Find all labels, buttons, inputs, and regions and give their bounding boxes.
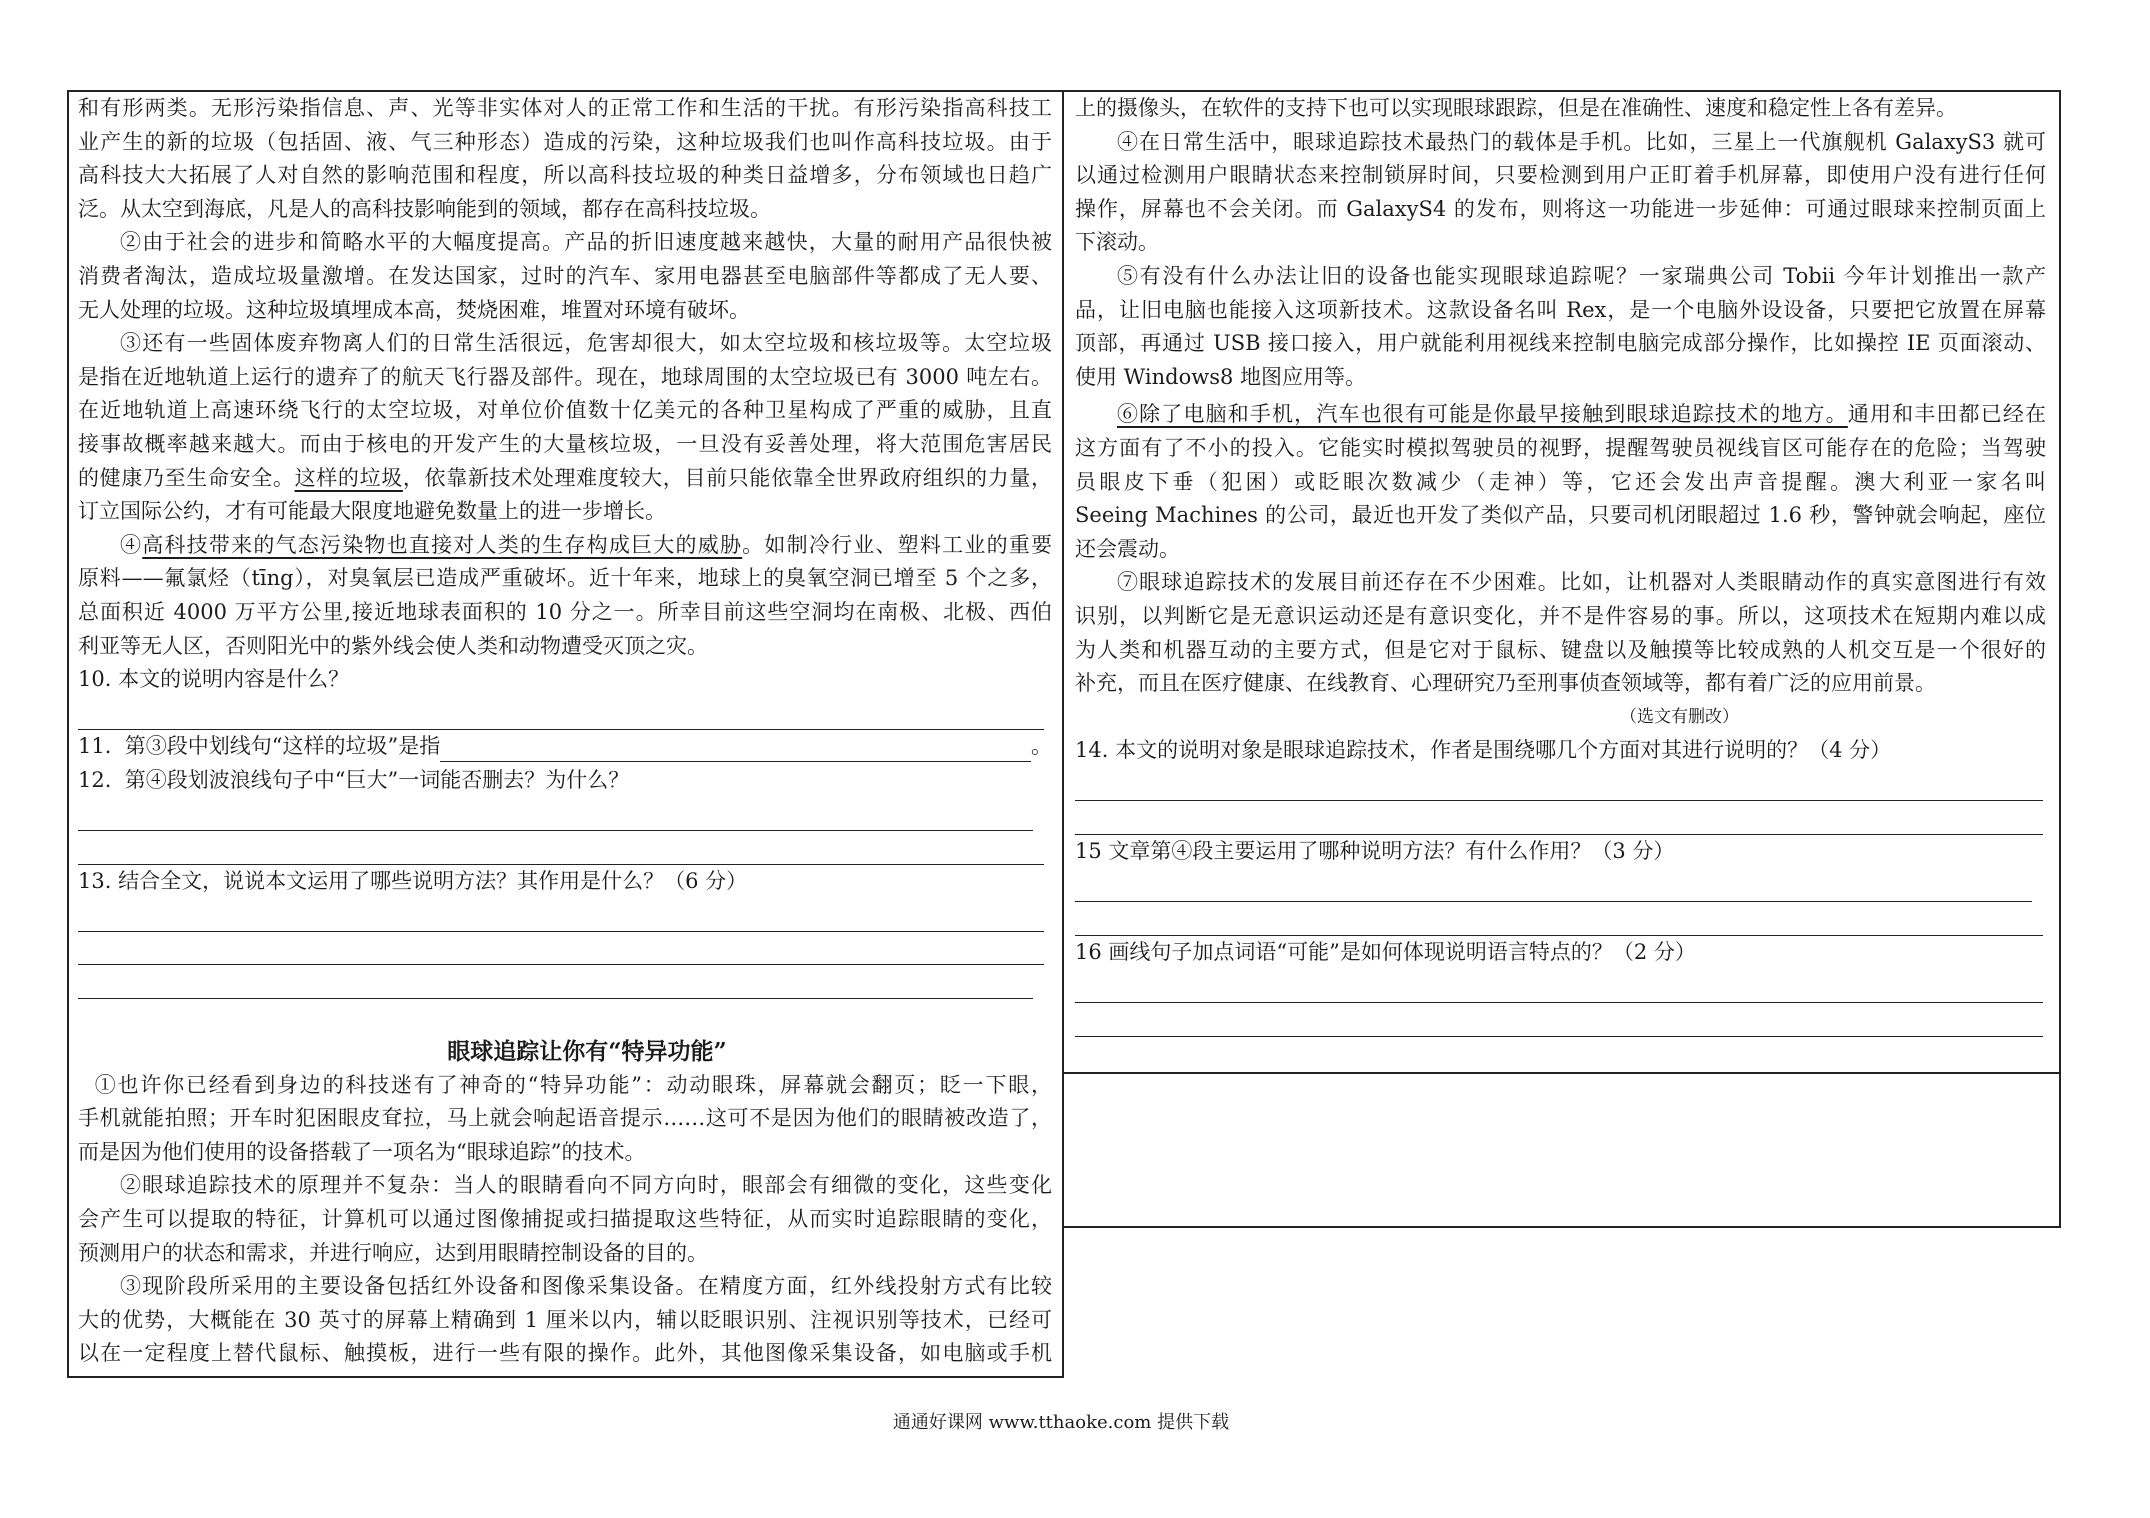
text-line: ②眼球追踪技术的原理并不复杂：当人的眼睛看向不同方向时，眼部会有细微的变化，这些变化 xyxy=(120,1173,1052,1198)
footer-credit: 通通好课网 www.tthaoke.com 提供下载 xyxy=(892,1412,1230,1433)
text-line: 和有形两类。无形污染指信息、声、光等非实体对人的正常工作和生活的干扰。有形污染指高科技工 xyxy=(78,96,1052,120)
text-line: 无人处理的垃圾。这种垃圾填埋成本高，焚烧困难，堆置对环境有破坏。 xyxy=(78,297,750,322)
text-line: Seeing Machines 的公司，最近也开发了类似产品，只要司机闭眼超过 1.6 秒，警钟就会响起，座位 xyxy=(1075,503,2046,528)
text-line: 业产生的新的垃圾（包括固、液、气三种形态）造成的污染，这种垃圾我们也叫作高科技垃圾。由于 xyxy=(78,129,1052,154)
text-line: ④在日常生活中，眼球追踪技术最热门的载体是手机。比如，三星上一代旗舰机 GalaxyS3 就可 xyxy=(1117,129,2046,154)
text-line: 使用 Windows8 地图应用等。 xyxy=(1075,364,1367,389)
text-line: 识别，以判断它是无意识运动还是有意识变化，并不是件容易的事。所以，这项技术在短期内难以成 xyxy=(1075,603,2046,628)
answer-line xyxy=(1075,869,2032,903)
text-line: 是指在近地轨道上运行的遗弃了的航天飞行器及部件。现在，地球周围的太空垃圾已有 3000 吨左右。 xyxy=(78,364,1052,389)
text-line: 利亚等无人区，否则阳光中的紫外线会使人类和动物遭受灭顶之灾。 xyxy=(78,633,708,658)
question-11-text: 11. 第③段中划线句“这样的垃圾”是指 xyxy=(78,734,441,759)
text-line: 下滚动。 xyxy=(1075,230,1159,255)
question-16: 16 画线句子加点词语“可能”是如何体现说明语言特点的？（2 分） xyxy=(1075,939,1696,964)
spacer xyxy=(78,999,1052,1035)
text-line: 消费者淘汰，造成垃圾量激增。在发达国家，过时的汽车、家用电器甚至电脑部件等都成了无人要、 xyxy=(78,263,1052,288)
answer-line xyxy=(1075,768,2043,802)
answer-line xyxy=(1075,902,2043,936)
answer-line xyxy=(78,965,1033,999)
text-segment: ，依靠新技术处理难度较大，目前只能依靠全世界政府组织的力量， xyxy=(402,465,1053,490)
text-line: 这方面有了不小的投入。它能实时模拟驾驶员的视野，提醒驾驶员视线盲区可能存在的危险；当驾驶 xyxy=(1075,435,2046,460)
text-line: 而是因为他们使用的设备搭载了一项名为“眼球追踪”的技术。 xyxy=(78,1139,646,1164)
article-title: 眼球追踪让你有“特异功能” xyxy=(447,1038,727,1066)
right-column xyxy=(1062,90,2061,1228)
text-line: 品，让旧电脑也能接入这项新技术。这款设备名叫 Rex，是一个电脑外设设备，只要把它放置在屏幕 xyxy=(1075,297,2046,322)
question-13: 13. 结合全文，说说本文运用了哪些说明方法？其作用是什么？（6 分） xyxy=(78,868,748,893)
question-11-end: 。 xyxy=(1031,734,1052,759)
text-line: ②由于社会的进步和简略水平的大幅度提高。产品的折旧速度越来越快，大量的耐用产品很快被 xyxy=(120,230,1052,255)
right-column-content xyxy=(1075,92,2046,1037)
text-line: ③现阶段所采用的主要设备包括红外设备和图像采集设备。在精度方面，红外线投射方式有比较 xyxy=(120,1274,1052,1299)
text-line: 接事故概率越来越大。而由于核电的开发产生的大量核垃圾，一旦没有妥善处理，将大范围危害居民 xyxy=(78,431,1052,456)
answer-line xyxy=(1075,801,2043,835)
answer-blank xyxy=(440,730,1031,762)
text-segment: 通用和丰田都已经在 xyxy=(1847,402,2046,427)
text-line: 预测用户的状态和需求，并进行响应，达到用眼睛控制设备的目的。 xyxy=(78,1240,708,1265)
text-line: 在近地轨道上高速环绕飞行的太空垃圾，对单位价值数十亿美元的各种卫星构成了严重的威胁，且直 xyxy=(78,398,1052,423)
text-line: 总面积近 4000 万平方公里,接近地球表面积的 10 分之一。所幸目前这些空洞均在南极、北极、西伯 xyxy=(78,599,1052,624)
text-line: 还会震动。 xyxy=(1075,536,1180,561)
text-line: ①也许你已经看到身边的科技迷有了神奇的“特异功能”：动动眼珠，屏幕就会翻页；眨一下眼， xyxy=(94,1072,1052,1097)
text-line-with-underline xyxy=(1075,398,2046,432)
text-line: 泛。从太空到海底，凡是人的高科技影响能到的领域，都存在高科技垃圾。 xyxy=(78,196,771,221)
text-line: ⑤有没有什么办法让旧的设备也能实现眼球追踪呢？一家瑞典公司 Tobii 今年计划推出一款产 xyxy=(1117,263,2046,288)
text-line: 原料——氟氯烃（tīng），对臭氧层已造成严重破坏。近十年来，地球上的臭氧空洞已增至 5 个之多， xyxy=(78,566,1052,591)
left-column xyxy=(67,90,1064,1378)
text-segment: 的健康乃至生命安全。 xyxy=(78,465,295,490)
text-line: 为人类和机器互动的主要方式，但是它对于鼠标、键盘以及触摸等比较成熟的人机交互是一个很好的 xyxy=(1075,637,2046,662)
answer-line xyxy=(78,697,1044,731)
question-14: 14. 本文的说明对象是眼球追踪技术，作者是围绕哪几个方面对其进行说明的？（4 分） xyxy=(1075,738,1892,763)
answer-line xyxy=(1075,1003,2043,1037)
text-line: 操作，屏幕也不会关闭。而 GalaxyS4 的发布，则将这一功能进一步延伸：可通过眼球来控制页面上 xyxy=(1075,196,2046,221)
question-15: 15 文章第④段主要运用了哪种说明方法？有什么作用？（3 分） xyxy=(1075,839,1675,864)
question-10: 10. 本文的说明内容是什么？ xyxy=(78,667,350,692)
question-11 xyxy=(78,730,1052,764)
left-column-content xyxy=(78,92,1052,1371)
text-line: 上的摄像头，在软件的支持下也可以实现眼球跟踪，但是在准确性、速度和稳定性上各有差异。 xyxy=(1075,96,1957,120)
text-line: 员眼皮下垂（犯困）或眨眼次数减少（走神）等，它还会发出声音提醒。澳大利亚一家名叫 xyxy=(1075,469,2046,494)
right-column-separator xyxy=(1064,1072,2059,1074)
text-line: 以通过检测用户眼睛状态来控制锁屏时间，只要检测到用户正盯着手机屏幕，即使用户没有进行任何 xyxy=(1075,163,2046,188)
answer-line xyxy=(78,831,1044,865)
answer-line xyxy=(78,797,1033,831)
answer-line xyxy=(78,898,1044,932)
text-line: ⑦眼球追踪技术的发展目前还存在不少困难。比如，让机器对人类眼睛动作的真实意图进行有效 xyxy=(1117,570,2046,595)
text-line: 手机就能拍照；开车时犯困眼皮耷拉，马上就会响起语音提示……这可不是因为他们的眼睛被改造了， xyxy=(78,1106,1052,1131)
source-note: （选文有删改） xyxy=(1620,706,1739,727)
question-12: 12. 第④段划波浪线句子中“巨大”一词能否删去？为什么？ xyxy=(78,767,630,792)
underlined-phrase: 这样的垃圾 xyxy=(294,465,403,490)
text-segment: 。如制冷行业、塑料工业的重要 xyxy=(742,532,1053,557)
text-line: 会产生可以提取的特征，计算机可以通过图像捕捉或扫描提取这些特征，从而实时追踪眼睛的变化， xyxy=(78,1207,1052,1231)
underlined-sentence: ⑥除了电脑和手机，汽车也很有可能是你最早接触到眼球追踪技术的地方。 xyxy=(1117,402,1848,427)
text-line: 订立国际公约，才有可能最大限度地避免数量上的进一步增长。 xyxy=(78,499,666,524)
text-line: 顶部，再通过 USB 接口接入，用户就能利用视线来控制电脑完成部分操作，比如操控 IE 页面滚动、 xyxy=(1075,331,2046,356)
text-line: 补充，而且在医疗健康、在线教育、心理研究乃至刑事侦查领域等，都有着广泛的应用前景。 xyxy=(1075,671,1936,696)
text-line: 大的优势，大概能在 30 英寸的屏幕上精确到 1 厘米以内，辅以眨眼识别、注视识别等技术，已经可 xyxy=(78,1307,1052,1332)
underlined-sentence: 高科技带来的气态污染物也直接对人类的生存构成巨大的威胁 xyxy=(142,532,743,557)
answer-line xyxy=(78,932,1044,966)
text-line: 高科技大大拓展了人对自然的影响范围和程度，所以高科技垃圾的种类日益增多，分布领域也日趋广 xyxy=(78,163,1052,188)
text-line-with-underline xyxy=(78,529,1052,563)
text-line: 以在一定程度上替代鼠标、触摸板，进行一些有限的操作。此外，其他图像采集设备，如电脑或手机 xyxy=(78,1341,1052,1366)
answer-line xyxy=(1075,969,2043,1003)
text-line: ③还有一些固体废弃物离人们的日常生活很远，危害却很大，如太空垃圾和核垃圾等。太空垃圾 xyxy=(120,331,1052,356)
text-segment: ④ xyxy=(120,532,143,557)
text-line-with-underline xyxy=(78,462,1052,496)
